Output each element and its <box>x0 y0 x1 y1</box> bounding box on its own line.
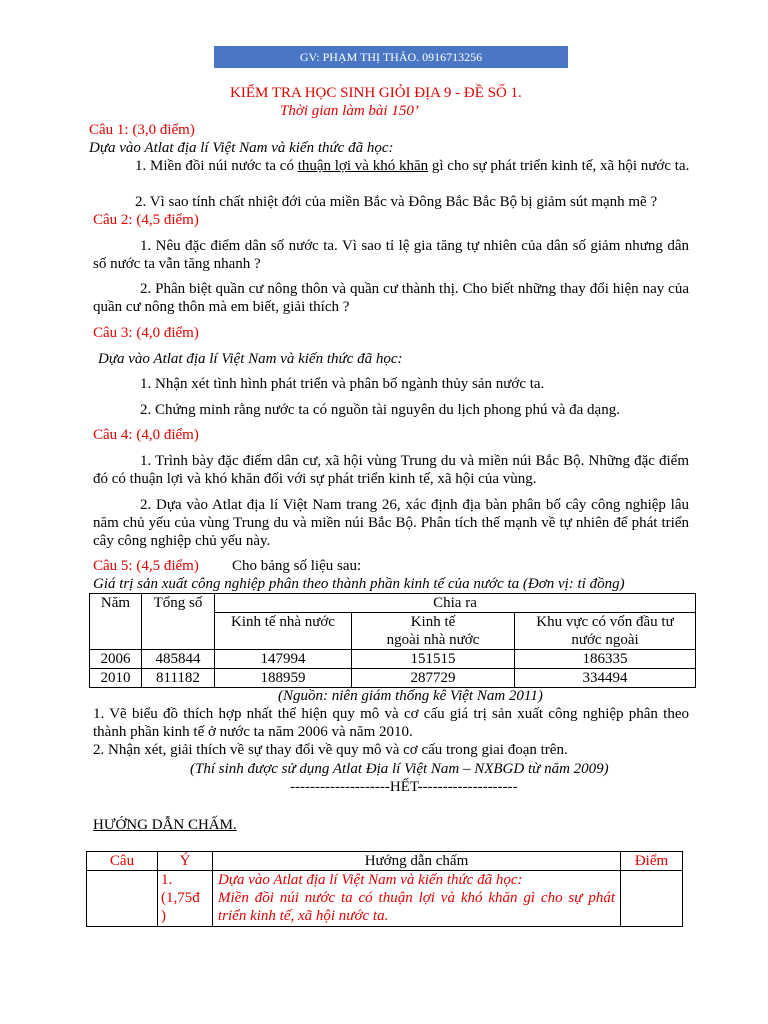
cell-year: 2010 <box>90 669 142 688</box>
question-5-prompt: Cho bảng số liệu sau: <box>232 558 362 574</box>
atlas-note: (Thí sinh được sử dụng Atlat Địa lí Việt Nam – NXBGD từ năm 2009) <box>190 761 609 777</box>
table-row <box>90 669 696 688</box>
sub-header-nonstate <box>352 613 515 650</box>
grading-y-line2: (1,75đ <box>161 890 200 906</box>
cell-total: 485844 <box>142 650 215 669</box>
sub-header-nonstate-line2: ngoài nhà nước <box>386 632 480 648</box>
table-source: (Nguồn: niên giám thống kê Việt Nam 2011) <box>278 688 543 704</box>
cell-state: 188959 <box>215 669 352 688</box>
end-marker: --------------------HẾT-------------------- <box>290 779 518 795</box>
grading-cell-cau <box>87 871 158 927</box>
grading-col-diem: Điểm <box>621 852 683 871</box>
q1-item1-text-end: gì cho sự phát triển kinh tế, xã hội nước ta. <box>428 158 690 174</box>
question-5-header: Câu 5: (4,5 điểm) <box>93 558 199 574</box>
question-4-header: Câu 4: (4,0 điểm) <box>93 427 199 443</box>
question-2-item-1: 1. Nêu đặc điểm dân số nước ta. Vì sao tỉ lệ gia tăng tự nhiên của dân số giảm nhưng dân số nước ta vẫn tăng nhanh ? <box>93 238 689 272</box>
cell-state: 147994 <box>215 650 352 669</box>
question-3-intro: Dựa vào Atlat địa lí Việt Nam và kiến thức đã học: <box>98 351 403 367</box>
grading-y-line3: ) <box>161 908 166 924</box>
grading-y-line1: 1. <box>161 872 173 888</box>
exam-time: Thời gian làm bài 150’ <box>280 103 419 119</box>
question-1-item-1 <box>135 157 731 175</box>
question-1-intro: Dựa vào Atlat địa lí Việt Nam và kiến thức đã học: <box>89 140 394 156</box>
grading-guide-line1: Dựa vào Atlat địa lí Việt Nam và kiến thức đã học: <box>218 872 523 888</box>
question-4-item-2: 2. Dựa vào Atlat địa lí Việt Nam trang 26, xác định địa bàn phân bố cây công nghiệp lâu năm chủ yếu của vùng Trung du và miền núi Bắc Bộ. Phân tích thế mạnh về tự nhiên để phát triển cây công nghiệp chủ yếu này. <box>93 497 689 549</box>
col-total-header: Tổng số <box>142 594 215 650</box>
grading-table <box>86 851 683 927</box>
cell-total: 811182 <box>142 669 215 688</box>
grading-guide-line2: Miền đồi núi nước ta có thuận lợi và khó khăn gì cho sự phát triển kinh tế, xã hội nước ta. <box>218 890 615 924</box>
sub-header-nonstate-line1: Kinh tế <box>410 614 456 630</box>
grading-cell-guide <box>213 871 621 927</box>
sub-header-state: Kinh tế nhà nước <box>215 613 352 650</box>
question-2-item-2: 2. Phân biệt quần cư nông thôn và quần cư thành thị. Cho biết những thay đổi hiện nay của quần cư nông thôn mà em biết, giải thích ? <box>93 281 689 315</box>
question-5-task-2: 2. Nhận xét, giải thích về sự thay đổi về quy mô và cơ cấu trong giai đoạn trên. <box>93 742 568 758</box>
grading-cell-diem <box>621 871 683 927</box>
data-table <box>89 593 696 688</box>
sub-header-foreign-line2: nước ngoài <box>571 632 639 648</box>
sub-header-foreign <box>515 613 696 650</box>
q1-item1-underlined: thuận lợi và khó khăn <box>297 158 429 174</box>
grading-guide-title: HƯỚNG DẪN CHẤM. <box>93 817 237 833</box>
grading-col-guide: Hướng dẫn chấm <box>213 852 621 871</box>
sub-header-foreign-line1: Khu vực có vốn đầu tư <box>536 614 674 630</box>
grading-col-cau: Câu <box>87 852 158 871</box>
table-row <box>87 871 683 927</box>
col-year-header: Năm <box>90 594 142 650</box>
question-3-item-2: 2. Chứng minh rằng nước ta có nguồn tài nguyên du lịch phong phú và đa dạng. <box>140 402 620 418</box>
question-1-item-2: 2. Vì sao tính chất nhiệt đới của miền Bắc và Đông Bắc Bắc Bộ bị giảm sút mạnh mẽ ? <box>135 194 658 210</box>
question-3-header: Câu 3: (4,0 điểm) <box>93 325 199 341</box>
table-caption: Giá trị sản xuất công nghiệp phân theo thành phần kinh tế của nước ta (Đơn vị: tỉ đồng) <box>93 576 625 592</box>
grading-col-y: Ý <box>158 852 213 871</box>
table-row <box>90 650 696 669</box>
teacher-banner: GV: PHẠM THỊ THẢO. 0916713256 <box>214 46 568 68</box>
cell-foreign: 186335 <box>515 650 696 669</box>
question-3-item-1: 1. Nhận xét tình hình phát triển và phân bố ngành thủy sản nước ta. <box>140 376 545 392</box>
cell-nonstate: 287729 <box>352 669 515 688</box>
question-1-header: Câu 1: (3,0 điểm) <box>89 122 195 138</box>
cell-year: 2006 <box>90 650 142 669</box>
exam-title: KIỂM TRA HỌC SINH GIỎI ĐỊA 9 - ĐỀ SỐ 1. <box>230 85 522 101</box>
question-5-task-1: 1. Vẽ biểu đồ thích hợp nhất thể hiện quy mô và cơ cấu giá trị sản xuất công nghiệp phân theo thành phần kinh tế ở nước ta năm 2006 và năm 2010. <box>93 706 689 740</box>
grading-cell-y <box>158 871 213 927</box>
question-4-item-1: 1. Trình bày đặc điểm dân cư, xã hội vùng Trung du và miền núi Bắc Bộ. Những đặc điểm đó có thuận lợi và khó khăn đối với sự phát triển kinh tế, xã hội của vùng. <box>93 453 689 487</box>
cell-nonstate: 151515 <box>352 650 515 669</box>
q1-item1-text: 1. Miền đồi núi nước ta có <box>135 158 298 174</box>
cell-foreign: 334494 <box>515 669 696 688</box>
question-2-header: Câu 2: (4,5 điểm) <box>93 212 199 228</box>
col-split-header: Chia ra <box>215 594 696 613</box>
